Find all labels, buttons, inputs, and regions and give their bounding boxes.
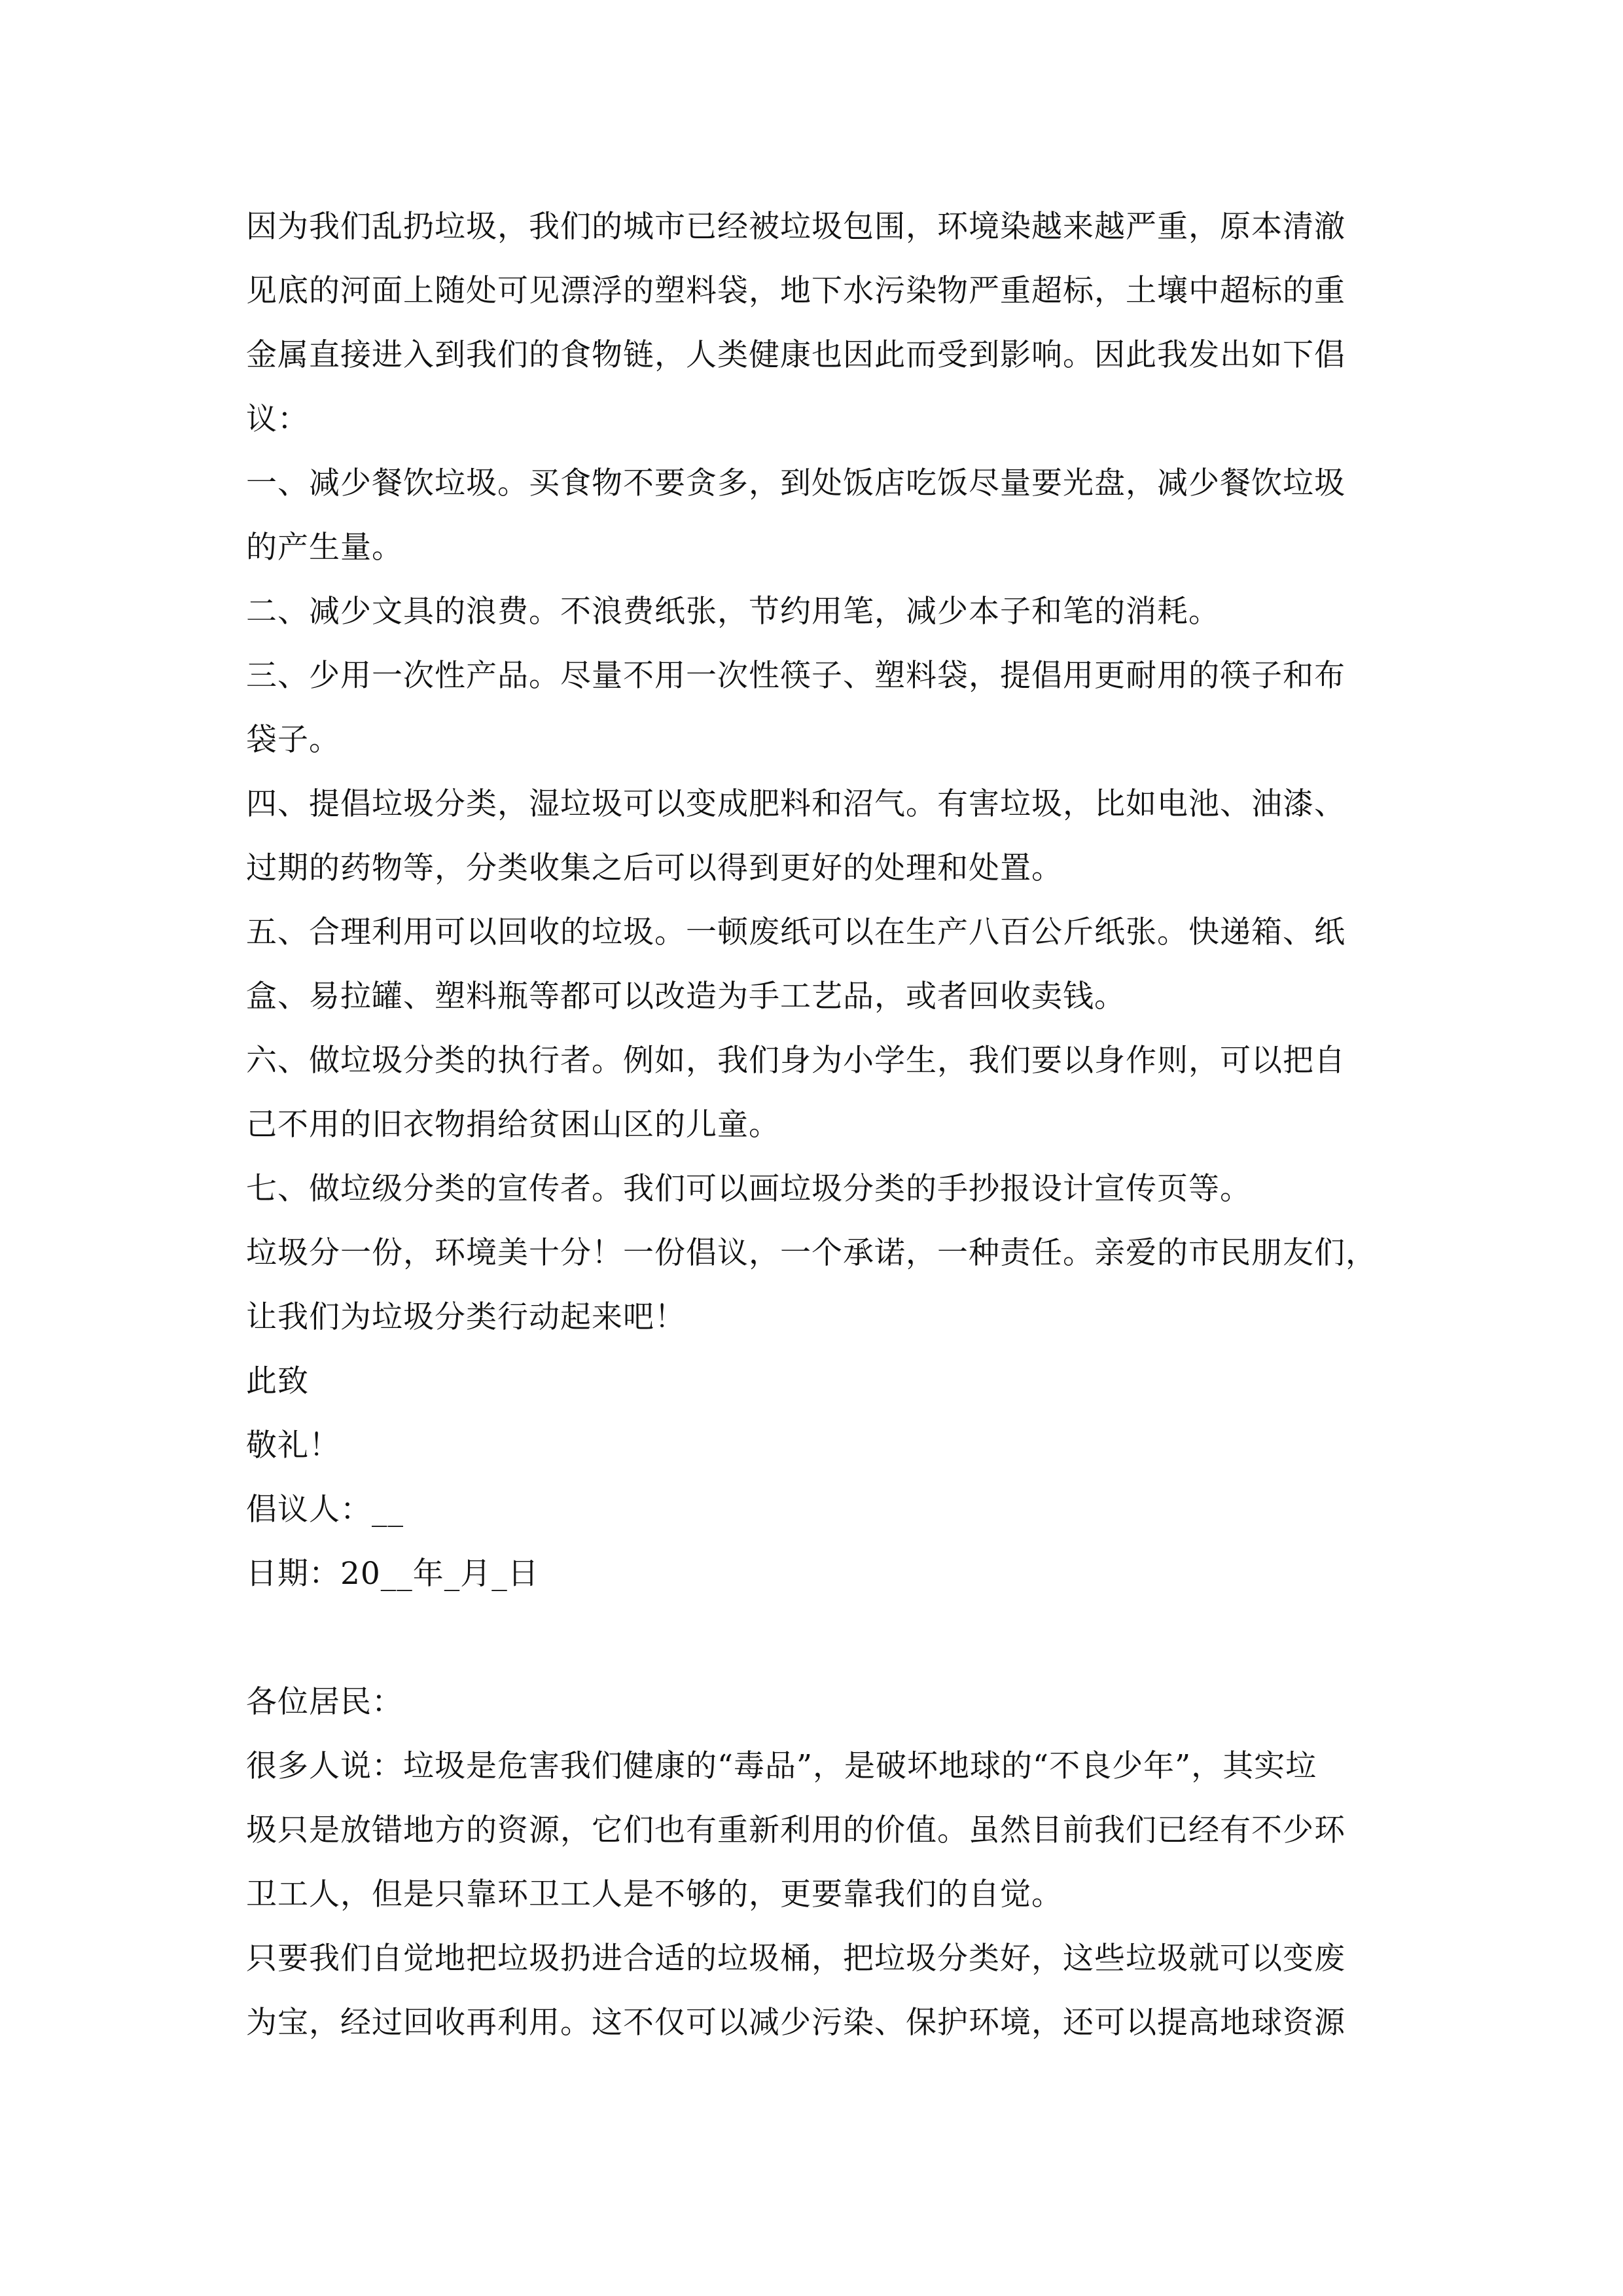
proposal-item-4-cont: 过期的药物等，分类收集之后可以得到更好的处理和处置。 xyxy=(246,850,1063,886)
letter-paragraph-line: 圾只是放错地方的资源，它们也有重新利用的价值。虽然目前我们已经有不少环 xyxy=(246,1812,1346,1848)
letter-greeting: 各位居民： xyxy=(246,1684,403,1720)
proposal-paragraph-line: 金属直接进入到我们的食物链，人类健康也因此而受到影响。因此我发出如下倡 xyxy=(246,337,1346,373)
proposal-item-1-cont: 的产生量。 xyxy=(246,529,403,565)
proposer-field: 倡议人：__ xyxy=(246,1492,404,1528)
proposal-item-7: 七、做垃级分类的宣传者。我们可以画垃圾分类的手抄报设计宣传页等。 xyxy=(246,1171,1251,1207)
proposal-item-6: 六、做垃圾分类的执行者。例如，我们身为小学生，我们要以身作则，可以把自 xyxy=(246,1043,1346,1079)
proposal-paragraph-line: 见底的河面上随处可见漂浮的塑料袋，地下水污染物严重超标，土壤中超标的重 xyxy=(246,273,1346,309)
letter-paragraph-line: 很多人说：垃圾是危害我们健康的“毒品”，是破坏地球的“不良少年”，其实垃 xyxy=(246,1748,1317,1784)
letter-paragraph-line: 为宝，经过回收再利用。这不仅可以减少污染、保护环境，还可以提高地球资源 xyxy=(246,2005,1346,2041)
letter-paragraph-line: 卫工人，但是只靠环卫工人是不够的，更要靠我们的自觉。 xyxy=(246,1876,1063,1912)
closing-paragraph-line: 垃圾分一份，环境美十分！一份倡议，一个承诺，一种责任。亲爱的市民朋友们， xyxy=(246,1235,1377,1271)
proposal-paragraph-line: 议： xyxy=(246,401,309,437)
letter-paragraph-line: 只要我们自觉地把垃圾扔进合适的垃圾桶，把垃圾分类好，这些垃圾就可以变废 xyxy=(246,1941,1346,1977)
proposal-item-5: 五、合理利用可以回收的垃圾。一顿废纸可以在生产八百公斤纸张。快递箱、纸 xyxy=(246,914,1346,950)
closing-paragraph-line: 让我们为垃圾分类行动起来吧！ xyxy=(246,1299,686,1335)
letter-section xyxy=(246,1670,1382,2055)
salutation-cizhi: 此致 xyxy=(246,1363,309,1399)
proposal-item-5-cont: 盒、易拉罐、塑料瓶等都可以改造为手工艺品，或者回收卖钱。 xyxy=(246,978,1126,1014)
proposal-item-3: 三、少用一次性产品。尽量不用一次性筷子、塑料袋，提倡用更耐用的筷子和布 xyxy=(246,658,1346,694)
proposal-item-3-cont: 袋子。 xyxy=(246,722,340,758)
proposal-item-4: 四、提倡垃圾分类，湿垃圾可以变成肥料和沼气。有害垃圾，比如电池、油漆、 xyxy=(246,786,1346,822)
date-field: 日期：20__年_月_日 xyxy=(246,1556,539,1592)
proposal-item-2: 二、减少文具的浪费。不浪费纸张，节约用笔，减少本子和笔的消耗。 xyxy=(246,594,1220,630)
proposal-item-1: 一、减少餐饮垃圾。买食物不要贪多，到处饭店吃饭尽量要光盘，减少餐饮垃圾 xyxy=(246,465,1346,501)
proposal-paragraph-line: 因为我们乱扔垃圾，我们的城市已经被垃圾包围，环境染越来越严重，原本清澈 xyxy=(246,209,1346,245)
salutation-jingli: 敬礼！ xyxy=(246,1427,340,1463)
proposal-section xyxy=(246,195,1382,1606)
proposal-item-6-cont: 己不用的旧衣物捐给贫困山区的儿童。 xyxy=(246,1107,780,1143)
document-body xyxy=(246,195,1382,2055)
